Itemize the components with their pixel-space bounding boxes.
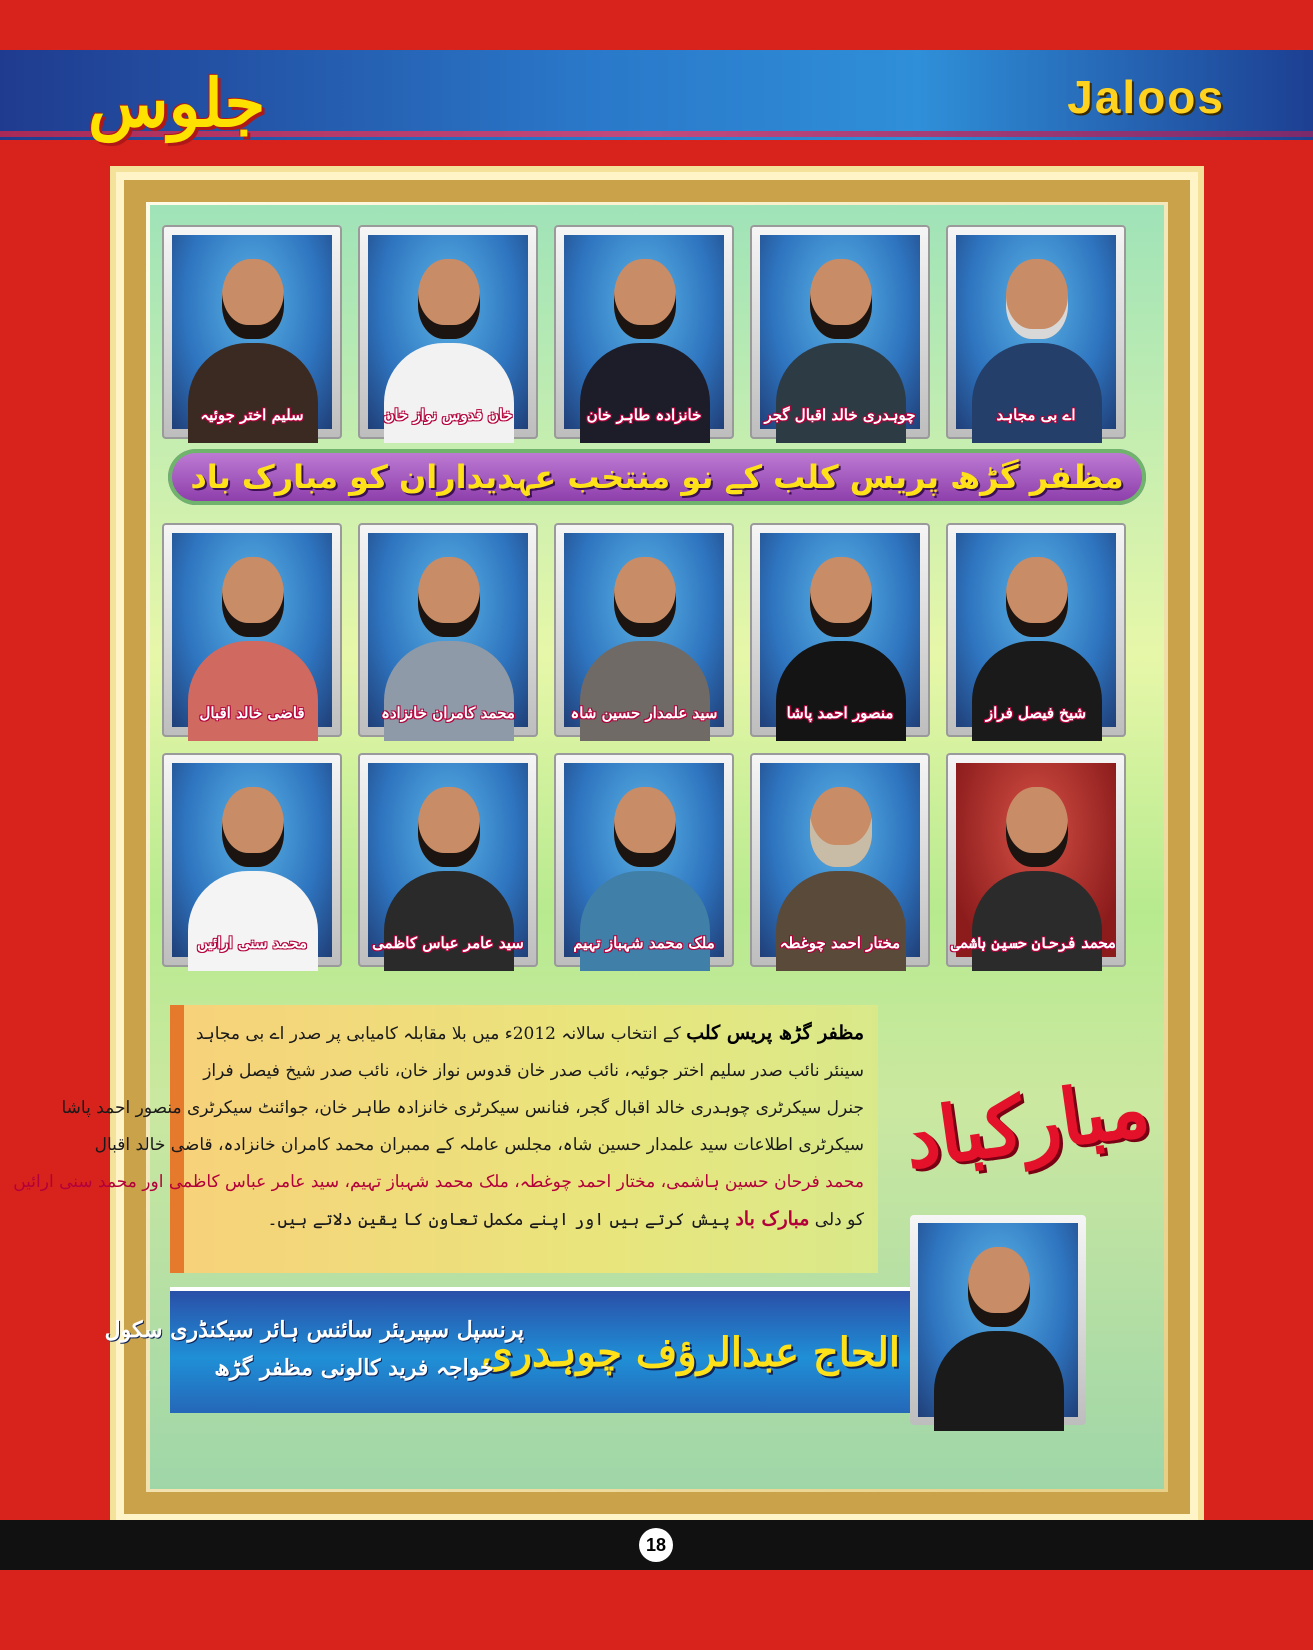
portrait-photo <box>564 763 724 957</box>
portrait-photo <box>760 533 920 727</box>
notice-line: سیکرٹری اطلاعات سید علمدار حسین شاہ، مجلس عاملہ کے ممبران محمد کامران خانزادہ، قاضی خالد اقبال <box>94 1135 864 1155</box>
host-signature-box <box>104 1287 910 1413</box>
portrait-card <box>358 523 538 737</box>
notice-text: پیش کرتے ہیں اور اپنے مکمل تعاون کا یقین دلاتے ہیں۔ <box>267 1210 730 1230</box>
mubarakbad-calligraphy: مبارکباد <box>898 1062 1156 1187</box>
portrait-caption: محمد کامران خانزادہ <box>381 704 515 722</box>
portrait-photo <box>368 533 528 727</box>
portrait-caption: چوہدری خالد اقبال گجر <box>764 406 916 424</box>
notice-club-name: مظفر گڑھ پریس کلب <box>686 1022 864 1044</box>
host-title <box>104 1311 524 1387</box>
portrait-card <box>946 753 1126 967</box>
congratulations-banner <box>168 449 1146 505</box>
portrait-photo <box>368 235 528 429</box>
portrait-caption: خان قدوس نواز خان <box>383 406 513 424</box>
notice-text: کے انتخاب سالانہ 2012ء میں بلا مقابلہ کامیابی پر صدر اے بی مجاہد <box>195 1024 681 1044</box>
portrait-photo <box>172 763 332 957</box>
congratulation-notice <box>13 1005 878 1273</box>
portrait-photo <box>956 533 1116 727</box>
portrait-caption: خانزادہ طاہر خان <box>586 406 702 424</box>
portrait-card <box>162 225 342 439</box>
portrait-photo <box>956 235 1116 429</box>
banner-text: مظفر گڑھ پریس کلب کے نو منتخب عہدیداران کو مبارک باد <box>190 458 1124 496</box>
notice-line: محمد فرحان حسین ہاشمی، مختار احمد چوغطہ، ملک محمد شہباز تہیم، سید عامر عباس کاظمی اور محمد سنی ارائیں <box>13 1172 864 1192</box>
host-portrait-photo <box>918 1223 1078 1417</box>
portrait-caption: محمد فرحان حسین ہاشمی <box>950 934 1116 952</box>
portrait-card <box>554 523 734 737</box>
portrait-caption: محمد سنی ارائیں <box>196 934 307 952</box>
notice-mubarak: مبارک باد <box>735 1208 810 1230</box>
notice-line: سینئر نائب صدر سلیم اختر جوئیہ، نائب صدر خان قدوس نواز خان، نائب صدر شیخ فیصل فراز <box>203 1061 864 1081</box>
portrait-card <box>358 225 538 439</box>
portrait-card <box>750 523 930 737</box>
portrait-photo <box>172 533 332 727</box>
host-title-line: پرنسپل سپیریئر سائنس ہائر سیکنڈری سکول <box>104 1317 524 1343</box>
portrait-card <box>554 225 734 439</box>
portrait-caption: قاضی خالد اقبال <box>199 704 305 722</box>
portrait-card <box>946 523 1126 737</box>
portrait-caption: مختار احمد چوغطہ <box>779 934 901 952</box>
portrait-card <box>554 753 734 967</box>
portrait-card <box>162 753 342 967</box>
notice-line <box>198 1201 864 1239</box>
masthead-logo-urdu: جلوس <box>88 64 266 142</box>
portrait-caption: منصور احمد پاشا <box>786 704 894 722</box>
host-portrait-card <box>910 1215 1086 1425</box>
masthead-title-latin: Jaloos <box>1067 71 1225 123</box>
portrait-caption: ملک محمد شہباز تہیم <box>573 934 715 952</box>
host-title-line: خواجہ فرید کالونی مظفر گڑھ <box>214 1355 494 1381</box>
notice-line <box>195 1015 864 1053</box>
portrait-photo <box>760 763 920 957</box>
portrait-photo <box>760 235 920 429</box>
portrait-photo <box>564 533 724 727</box>
notice-text: کو دلی <box>814 1210 864 1230</box>
notice-line: جنرل سیکرٹری چوہدری خالد اقبال گجر، فنانس سیکرٹری خانزادہ طاہر خان، جوائنٹ سیکرٹری منصور احمد پاشا <box>61 1098 864 1118</box>
page-number: 18 <box>639 1528 673 1562</box>
portrait-caption: سید عامر عباس کاظمی <box>372 934 524 952</box>
portrait-photo <box>564 235 724 429</box>
portrait-caption: شیخ فیصل فراز <box>985 704 1087 722</box>
portrait-caption: سلیم اختر جوئیہ <box>200 406 304 424</box>
host-name: الحاج عبدالرؤف چوہدری <box>481 1329 900 1376</box>
portrait-card <box>358 753 538 967</box>
portrait-caption: سید علمدار حسین شاہ <box>570 704 718 722</box>
portrait-photo <box>950 763 1116 957</box>
portrait-caption: اے بی مجاہد <box>996 406 1076 424</box>
portrait-photo <box>172 235 332 429</box>
content-panel <box>13 205 1164 1489</box>
portrait-card <box>946 225 1126 439</box>
portrait-card <box>750 753 930 967</box>
portrait-photo <box>368 763 528 957</box>
portrait-card <box>750 225 930 439</box>
portrait-card <box>162 523 342 737</box>
